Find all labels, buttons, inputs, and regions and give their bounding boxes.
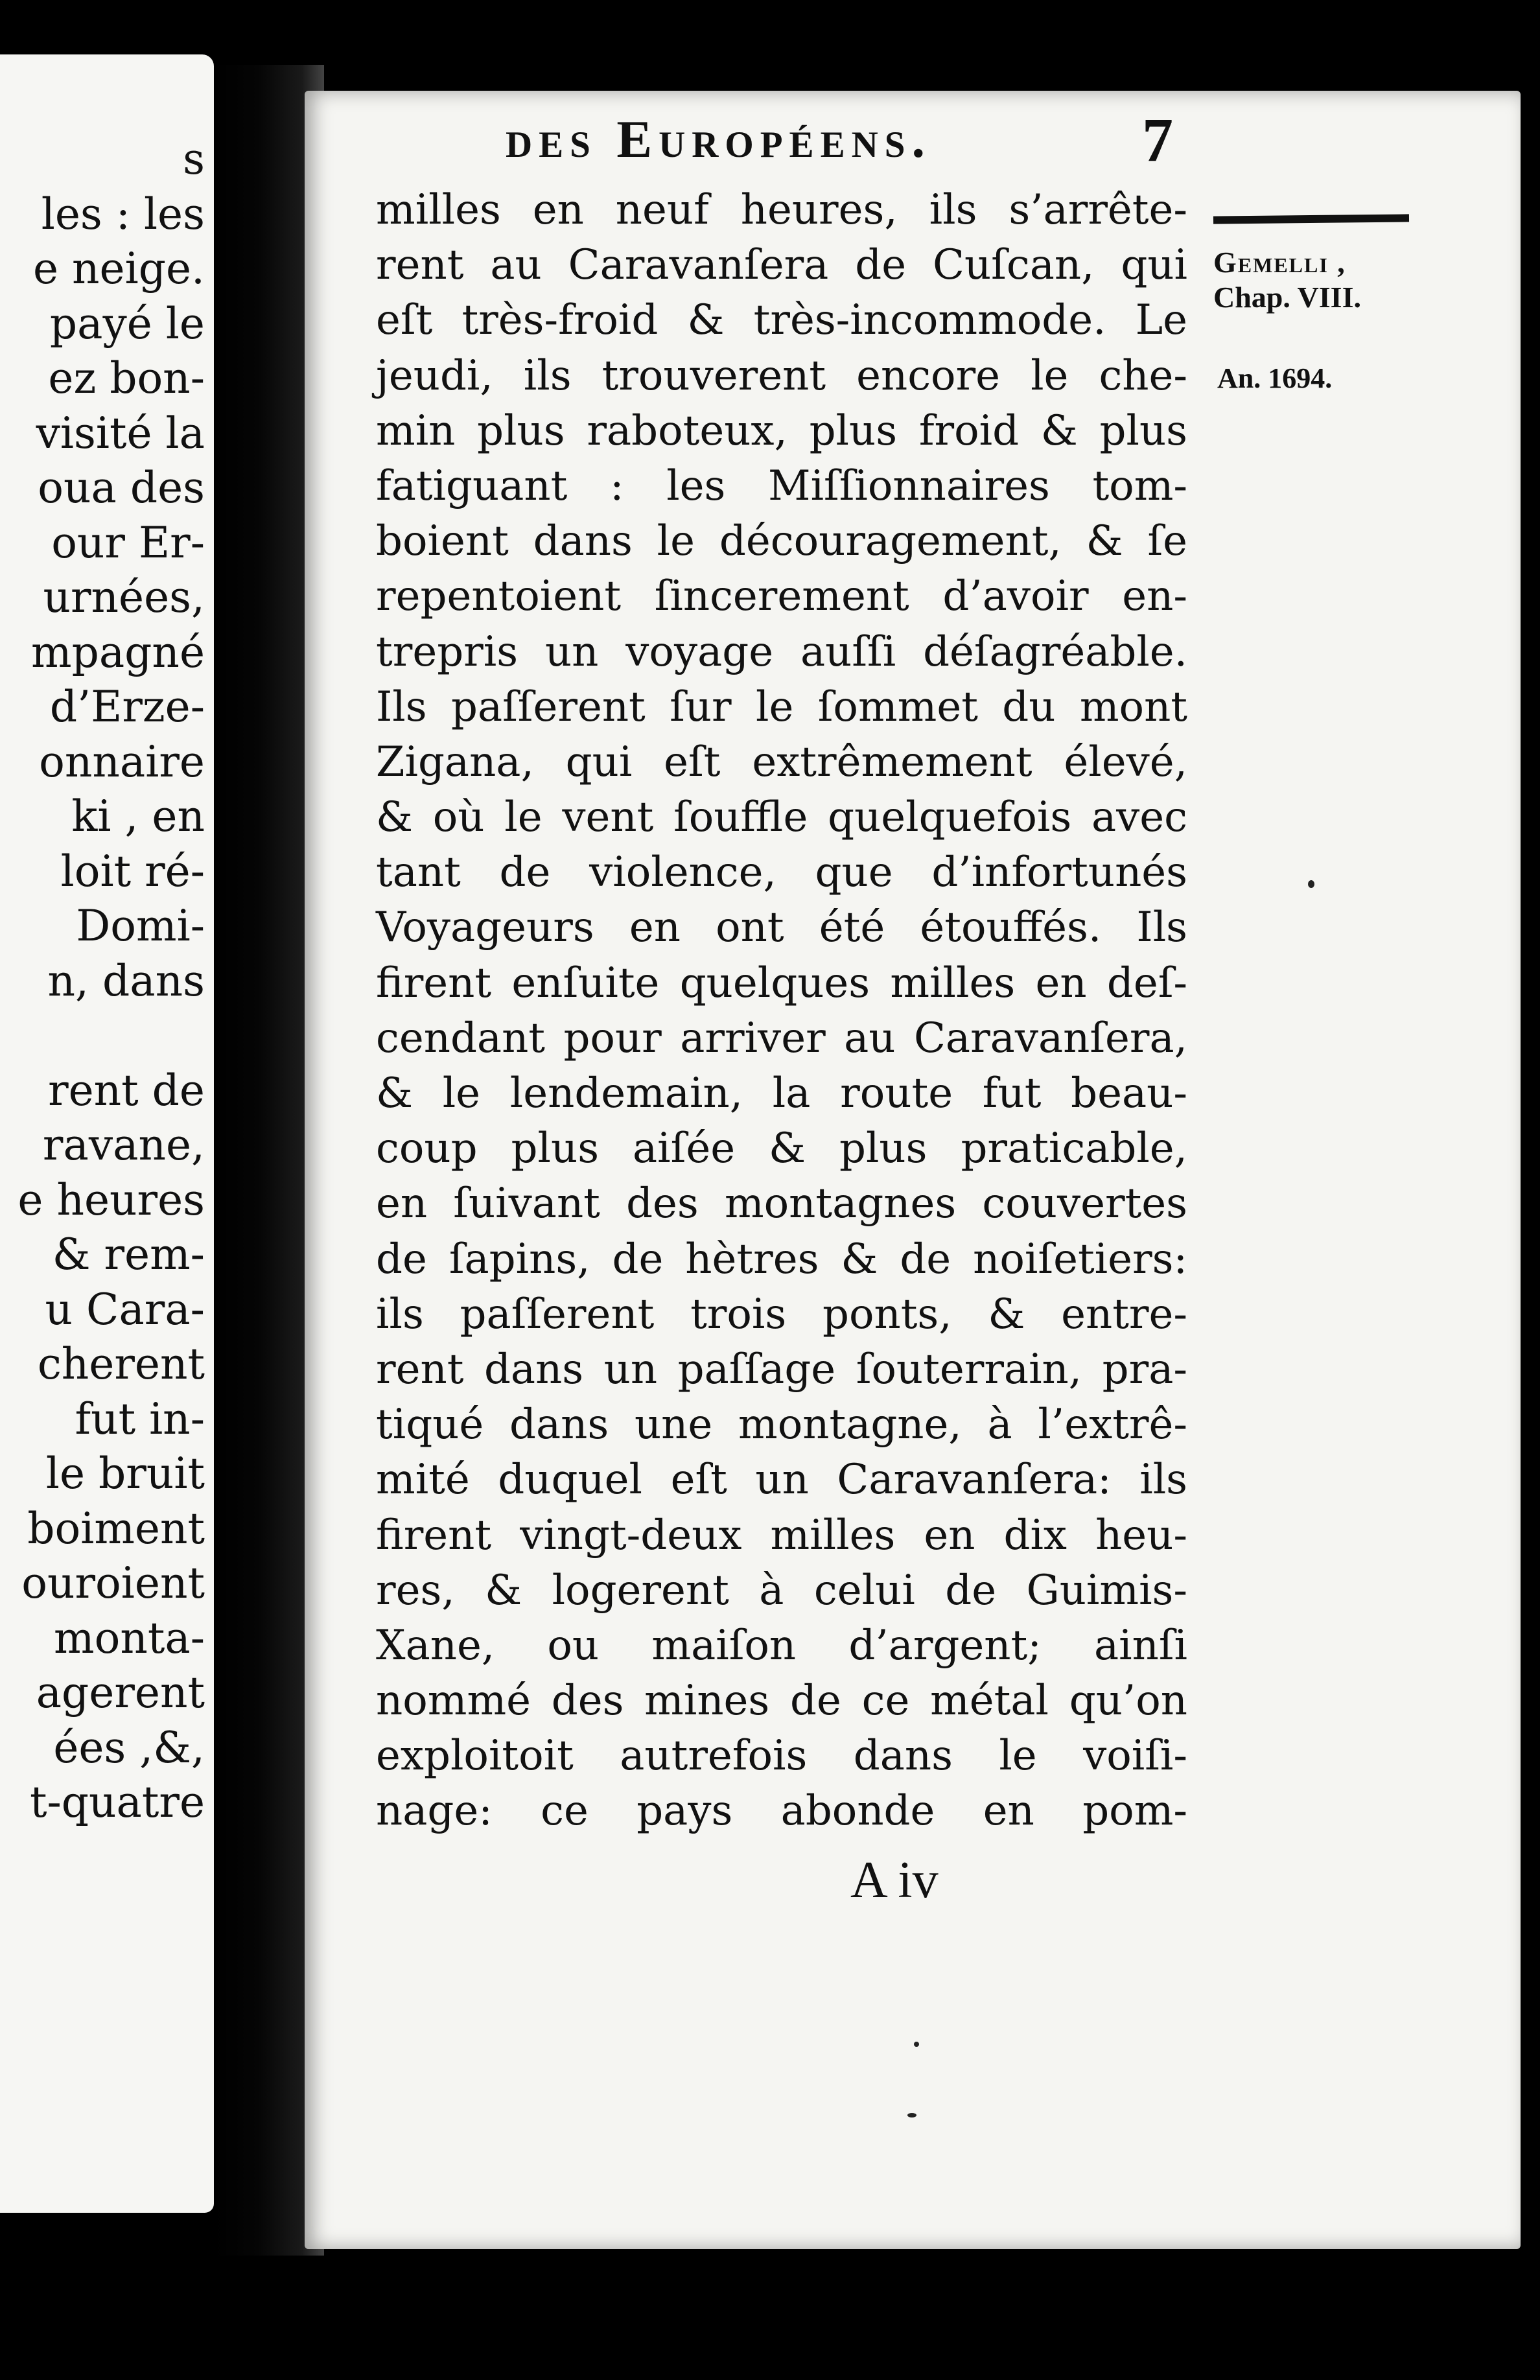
text-line: eſt très-froid & très-incommode. Le [376, 296, 1187, 345]
ink-speck [907, 2113, 916, 2118]
text-line: en ſuivant des montagnes couvertes [376, 1180, 1187, 1228]
running-title: des Européens. [506, 110, 931, 169]
facing-page-line: ki , en [71, 791, 205, 841]
text-line: & où le vent ſouffle quelquefois avec [376, 793, 1187, 842]
facing-page-line: les : les [41, 189, 205, 239]
page-number: 7 [1142, 105, 1173, 174]
text-line: res, & logerent à celui de Guimis- [376, 1566, 1187, 1615]
facing-page-line: ravane, [42, 1120, 205, 1170]
margin-author: Gemelli , [1213, 246, 1346, 279]
facing-page-line: payé le [49, 298, 205, 349]
facing-page-line: our Er- [51, 517, 205, 568]
facing-page-line: cherent [37, 1339, 205, 1389]
text-line: min plus raboteux, plus froid & plus [376, 406, 1187, 455]
text-line: Xane, ou maiſon d’argent; ainſi [376, 1621, 1187, 1670]
facing-page-line: e neige. [33, 244, 205, 294]
facing-page-line: loit ré- [60, 846, 205, 896]
text-line: trepris un voyage auſſi déſagréable. [376, 627, 1187, 676]
text-line: coup plus aiſée & plus praticable, [376, 1125, 1187, 1173]
facing-page-line: u Cara- [45, 1284, 205, 1335]
text-line: Voyageurs en ont été étouffés. Ils [376, 904, 1187, 952]
text-line: & le lendemain, la route fut beau- [376, 1069, 1187, 1117]
facing-page-line: mpagné [31, 627, 205, 677]
facing-page-line: visité la [36, 408, 205, 458]
text-line: tant de violence, que d’infortunés [376, 848, 1187, 897]
margin-year: An. 1694. [1217, 362, 1333, 394]
facing-page-line: oua des [38, 463, 205, 513]
text-line: exploitoit autrefois dans le voiſi- [376, 1732, 1187, 1780]
text-line: repentoient ſincerement d’avoir en- [376, 572, 1187, 621]
text-line: Zigana, qui eſt extrêmement élevé, [376, 738, 1187, 786]
facing-page-line: e heures [18, 1174, 205, 1225]
text-line: tiqué dans une montagne, à l’extrê- [376, 1401, 1187, 1449]
signature-mark: A iv [850, 1852, 939, 1909]
facing-page-line: d’Erze- [49, 682, 205, 732]
margin-note [1213, 245, 1361, 315]
text-line: mité duquel eſt un Caravanſera: ils [376, 1456, 1187, 1504]
text-line: milles en neuf heures, ils s’arrête- [376, 186, 1187, 234]
ink-speck [914, 2042, 919, 2047]
facing-page-line: t-quatre [29, 1777, 205, 1827]
facing-page-line: & rem- [52, 1230, 205, 1279]
facing-page-line: fut in- [75, 1394, 205, 1444]
facing-page-line: n, dans [47, 955, 205, 1006]
facing-page-line: ez bon- [48, 353, 205, 403]
facing-page [0, 54, 214, 2213]
text-line: nommé des mines de ce métal qu’on [376, 1677, 1187, 1725]
ink-speck [1308, 880, 1314, 888]
text-line: de ſapins, de hètres & de noiſetiers: [376, 1235, 1187, 1283]
text-line: jeudi, ils trouverent encore le che- [376, 351, 1187, 400]
text-line: rent dans un paſſage ſouterrain, pra- [376, 1345, 1187, 1394]
facing-page-line: ouroient [21, 1558, 205, 1608]
facing-page-line: s [183, 134, 205, 184]
facing-page-line: le bruit [45, 1449, 205, 1499]
text-line: Ils paſſerent ſur le ſommet du mont [376, 682, 1187, 731]
text-line: fatiguant : les Miſſionnaires tom- [376, 461, 1187, 510]
body-text [376, 183, 1187, 1839]
facing-page-line: ées ,&, [53, 1722, 205, 1773]
text-line: ils paſſerent trois ponts, & entre- [376, 1290, 1187, 1338]
text-line: firent enſuite quelques milles en deſ- [376, 959, 1187, 1007]
text-line: boient dans le découragement, & ſe [376, 517, 1187, 566]
facing-page-line: urnées, [43, 572, 205, 622]
facing-page-line: onnaire [39, 736, 205, 787]
facing-page-line: rent de [48, 1065, 205, 1115]
text-line: nage: ce pays abonde en pom- [376, 1787, 1187, 1836]
margin-chapter: Chap. VIII. [1213, 281, 1361, 314]
text-line: firent vingt-deux milles en dix heu- [376, 1511, 1187, 1559]
facing-page-line: agerent [36, 1668, 205, 1718]
text-line: rent au Caravanſera de Cuſcan, qui [376, 241, 1187, 290]
facing-page-line: boiment [27, 1503, 205, 1554]
facing-page-line: monta- [54, 1613, 205, 1663]
facing-page-line: Domi- [76, 901, 205, 951]
text-line: cendant pour arriver au Caravanſera, [376, 1014, 1187, 1062]
